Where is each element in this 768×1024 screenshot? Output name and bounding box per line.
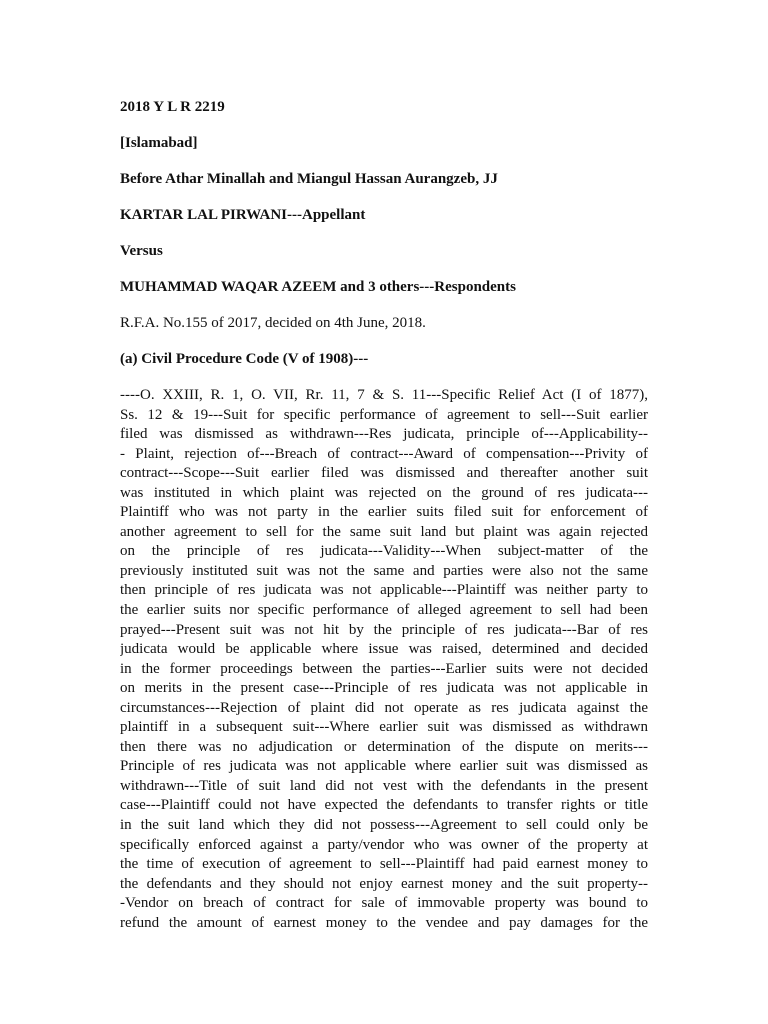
case-reference: R.F.A. No.155 of 2017, decided on 4th June, 2018.: [120, 315, 426, 331]
respondents: MUHAMMAD WAQAR AZEEM and 3 others---Respondents: [120, 279, 516, 295]
bench: Before Athar Minallah and Miangul Hassan Aurangzeb, JJ: [120, 171, 498, 187]
body-line: Plaintiff who was not party in the earlier suits filed suit for enforcement of: [120, 504, 648, 521]
body-line: specifically enforced against a party/vendor who was owner of the property at: [120, 836, 648, 853]
body-line: on merits in the present case---Principle of res judicata was not applicable in: [120, 680, 648, 697]
body-line: case---Plaintiff could not have expected the defendants to transfer rights or title: [120, 797, 648, 814]
body-line: the defendants and they should not enjoy earnest money and the suit property--: [120, 875, 648, 892]
body-paragraph: [120, 386, 648, 933]
body-line: was instituted in which plaint was rejected on the ground of res judicata---: [120, 484, 648, 501]
body-line: then there was no adjudication or determination of the dispute on merits---: [120, 738, 648, 755]
court-name: [Islamabad]: [120, 135, 198, 151]
body-line: withdrawn---Title of suit land did not vest with the defendants in the present: [120, 777, 648, 794]
body-line: in the suit land which they did not possess---Agreement to sell could only be: [120, 817, 648, 834]
body-line: Principle of res judicata was not applicable where earlier suit was dismissed as: [120, 758, 648, 775]
body-line: judicata would be applicable where issue was raised, determined and decided: [120, 641, 648, 658]
body-line: in the former proceedings between the parties---Earlier suits were not decided: [120, 660, 648, 677]
body-line: ----O. XXIII, R. 1, O. VII, Rr. 11, 7 & S. 11---Specific Relief Act (I of 1877),: [120, 387, 648, 403]
body-line: filed was dismissed as withdrawn---Res judicata, principle of---Applicability--: [120, 426, 648, 443]
section-heading: (a) Civil Procedure Code (V of 1908)---: [120, 351, 369, 367]
versus: Versus: [120, 243, 163, 259]
body-line: then principle of res judicata was not applicable---Plaintiff was neither party to: [120, 582, 648, 599]
body-line: Ss. 12 & 19---Suit for specific performance of agreement to sell---Suit earlier: [120, 406, 648, 423]
body-line: previously instituted suit was not the same and parties were also not the same: [120, 562, 648, 579]
body-line: - Plaint, rejection of---Breach of contract---Award of compensation---Privity of: [120, 445, 648, 462]
appellant: KARTAR LAL PIRWANI---Appellant: [120, 207, 366, 223]
body-line: the earlier suits nor specific performance of alleged agreement to sell had been: [120, 602, 648, 619]
body-line: refund the amount of earnest money to the vendee and pay damages for the: [120, 914, 648, 931]
body-line: -Vendor on breach of contract for sale of immovable property was bound to: [120, 895, 648, 912]
document-page: [120, 98, 648, 933]
body-line: the time of execution of agreement to sell---Plaintiff had paid earnest money to: [120, 856, 648, 873]
citation: 2018 Y L R 2219: [120, 99, 225, 115]
body-line: prayed---Present suit was not hit by the principle of res judicata---Bar of res: [120, 621, 648, 638]
body-line: plaintiff in a subsequent suit---Where earlier suit was dismissed as withdrawn: [120, 719, 648, 736]
body-line: on the principle of res judicata---Validity---When subject-matter of the: [120, 543, 648, 560]
body-line: another agreement to sell for the same suit land but plaint was again rejected: [120, 523, 648, 540]
body-line: contract---Scope---Suit earlier filed was dismissed and thereafter another suit: [120, 465, 648, 482]
body-line: circumstances---Rejection of plaint did not operate as res judicata against the: [120, 699, 648, 716]
